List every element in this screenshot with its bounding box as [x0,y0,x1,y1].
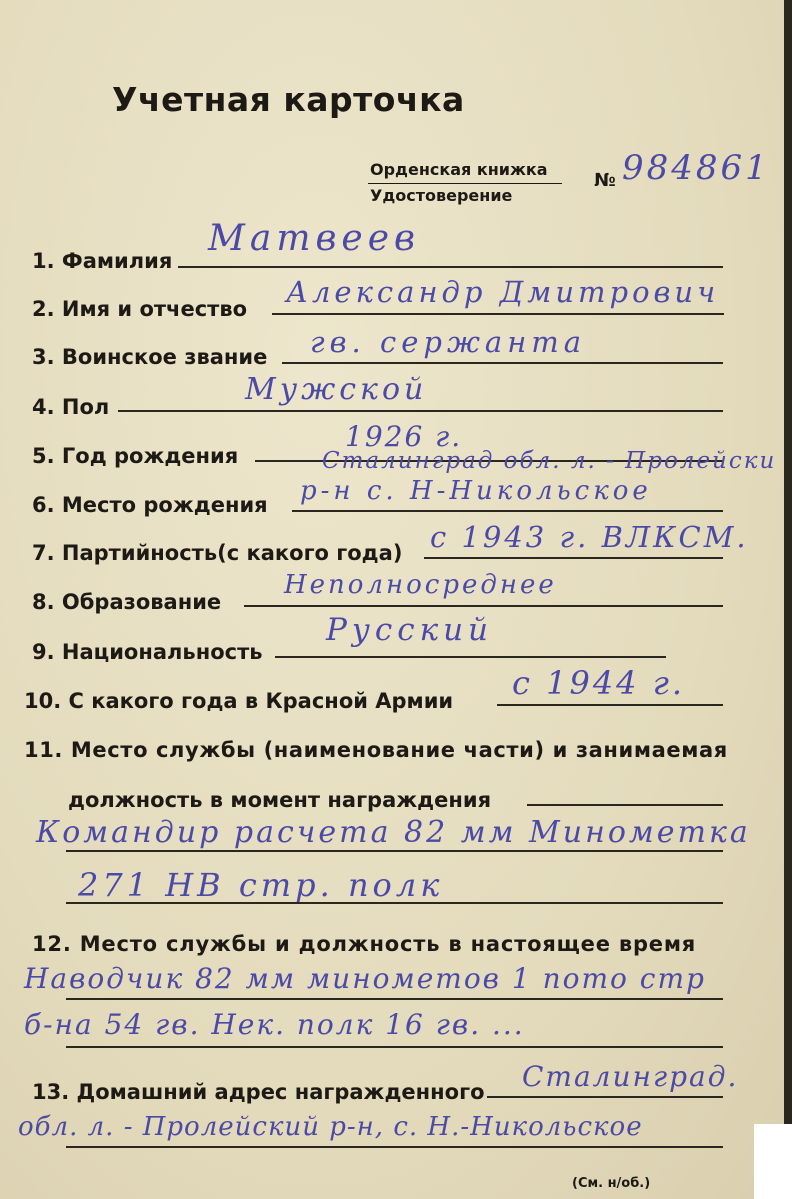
field-label-service-place: 11. Место службы (наименование части) и занимаемая [24,738,728,762]
field-line-rank [282,362,723,364]
field-line-current-2 [66,1046,723,1048]
document-type-divider [368,183,562,184]
field-value-nationality: Русский [326,612,494,648]
field-label-party: 7. Партийность(с какого года) [32,541,403,565]
field-value-current-line2: б-на 54 гв. Нек. полк 16 гв. ... [24,1008,525,1041]
field-label-birth-year: 5. Год рождения [32,444,239,468]
field-line-service-position [527,804,723,806]
field-label-birthplace: 6. Место рождения [32,493,268,517]
field-line-address-2 [66,1146,723,1148]
field-line-surname [178,266,723,268]
field-line-current-1 [66,998,723,1000]
field-line-birthplace [292,510,723,512]
field-value-name: Александр Дмитрович [286,275,720,309]
field-line-service-2 [66,902,723,904]
document-number: 984861 [622,148,770,188]
field-line-party [424,557,723,559]
field-label-education: 8. Образование [32,590,222,614]
document-type-order-book: Орденская книжка [370,160,548,179]
field-value-address-line1: Сталинград. [522,1060,739,1093]
field-value-birth-year: 1926 г. [345,420,463,453]
torn-corner [754,1124,792,1199]
field-line-army-year [497,704,723,706]
field-value-army-year: с 1944 г. [512,664,686,702]
field-value-birthplace-line2: р-н с. Н-Никольское [300,476,652,506]
field-label-nationality: 9. Национальность [32,640,263,664]
field-label-name: 2. Имя и отчество [32,297,248,321]
field-label-current-service: 12. Место службы и должность в настоящее время [32,932,697,956]
see-reverse-note: (См. н/об.) [572,1176,651,1191]
field-value-address-line2: обл. л. - Пролейский р-н, с. Н.-Никольское [18,1112,643,1142]
field-label-home-address: 13. Домашний адрес награжденного [32,1080,485,1104]
field-value-surname: Матвеев [208,218,420,259]
field-line-nationality [275,656,666,658]
card-title: Учетная карточка [112,80,465,119]
number-sign: № [594,170,616,191]
field-label-rank: 3. Воинское звание [32,345,268,369]
field-label-sex: 4. Пол [32,395,110,419]
field-line-home-address [487,1096,723,1098]
field-label-army-year: 10. С какого года в Красной Армии [24,689,454,713]
field-line-service-1 [66,850,723,852]
field-value-sex: Мужской [245,372,428,407]
field-value-rank: гв. сержанта [310,325,587,359]
field-value-service-line1: Командир расчета 82 мм Минометка [36,815,751,850]
card-edge [784,0,792,1199]
field-value-current-line1: Наводчик 82 мм минометов 1 пото стр [24,962,706,995]
field-value-birthplace-line1: Сталинград обл. л. - Пролейски [322,448,777,474]
field-label-service-position: должность в момент награждения [68,788,492,812]
field-value-education: Неполносреднее [284,570,557,600]
document-type-certificate: Удостоверение [370,186,513,205]
field-line-name [272,313,724,315]
field-line-sex [118,410,723,412]
field-value-party: с 1943 г. ВЛКСМ. [430,520,749,554]
field-line-education [244,605,723,607]
field-value-service-line2: 271 НВ стр. полк [78,866,444,904]
field-label-surname: 1. Фамилия [32,249,173,273]
